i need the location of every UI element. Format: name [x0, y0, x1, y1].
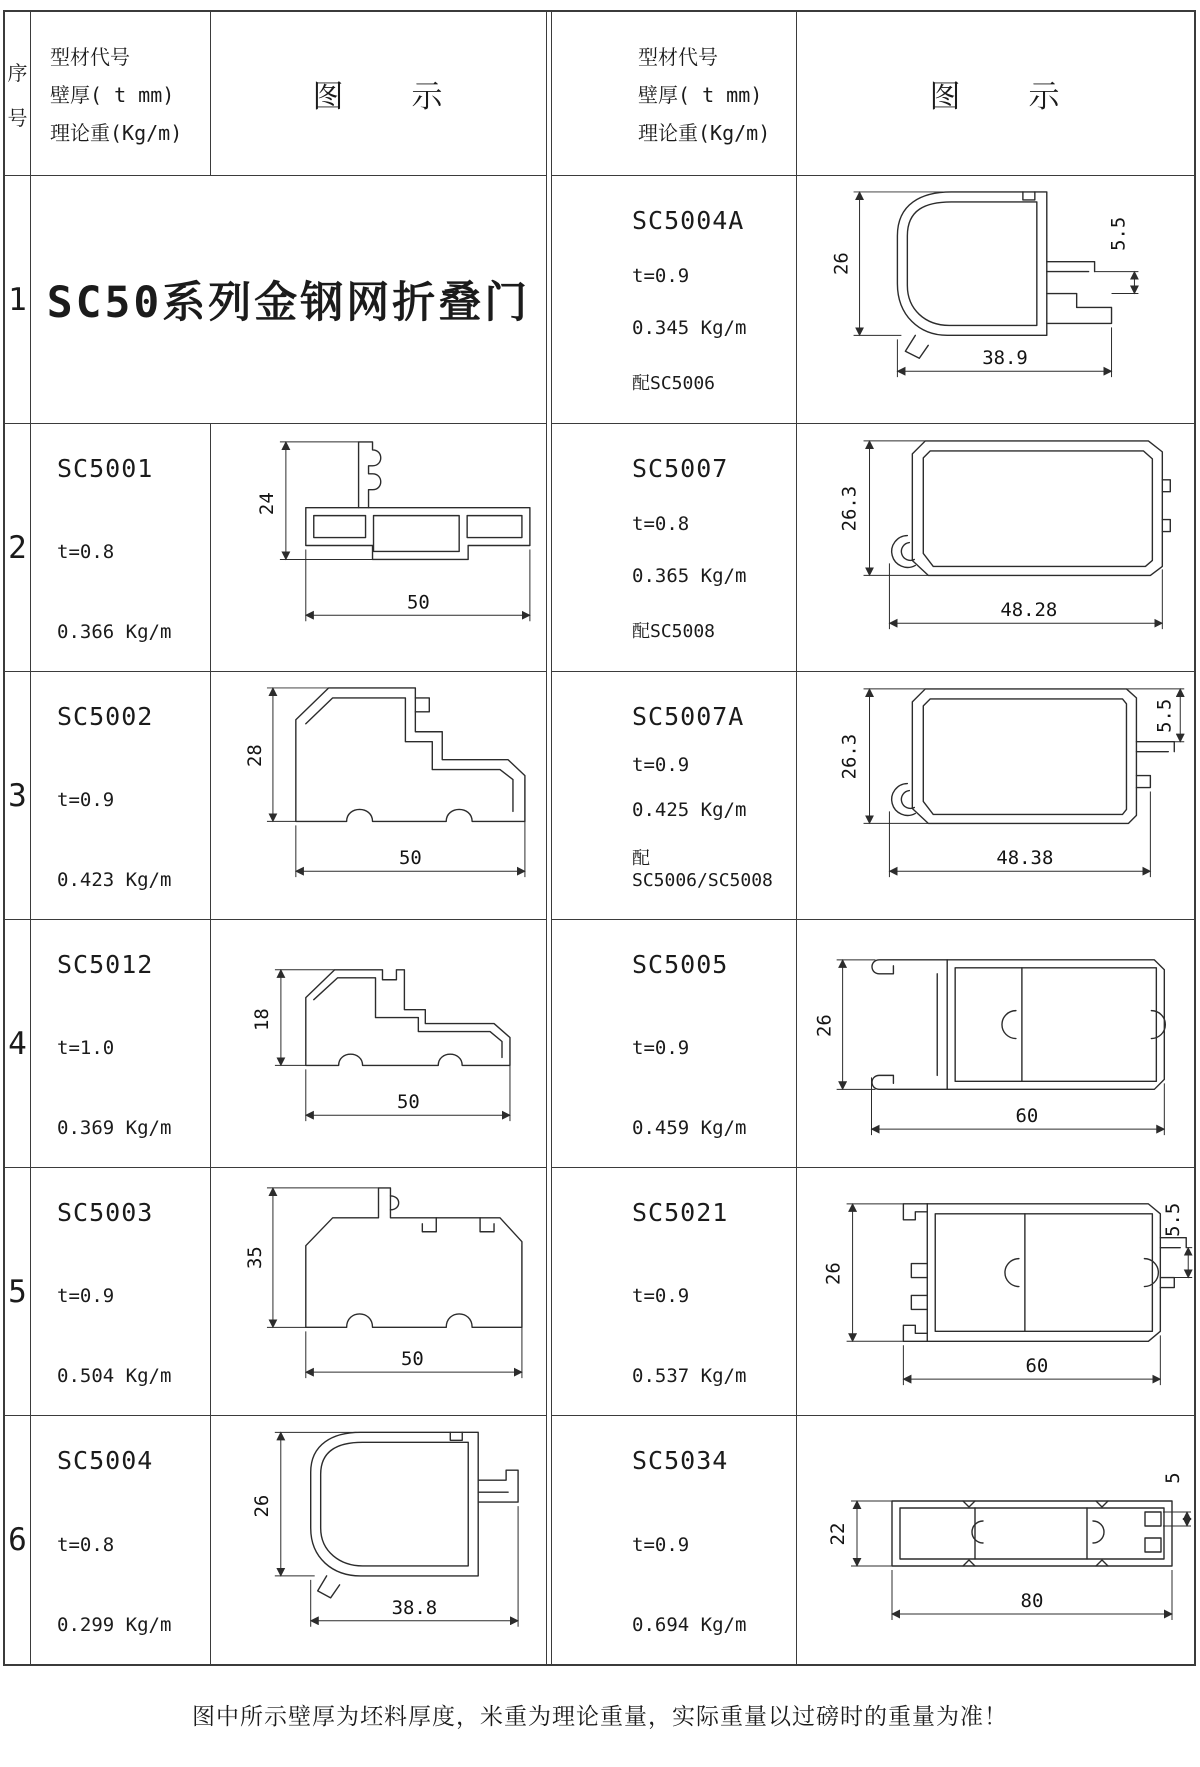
dim-side: 5.5	[1153, 698, 1176, 733]
unit-weight: 0.504 Kg/m	[57, 1365, 172, 1387]
profile-code: SC5021	[632, 1198, 729, 1227]
unit-weight: 0.425 Kg/m	[632, 799, 747, 821]
cross-section-sc5004a	[797, 176, 1194, 423]
wall-thickness: t=0.8	[632, 513, 690, 535]
unit-weight: 0.299 Kg/m	[57, 1614, 172, 1636]
dim-height: 28	[243, 744, 266, 768]
row1-seq: 1	[5, 176, 31, 424]
unit-weight: 0.366 Kg/m	[57, 621, 172, 643]
unit-weight: 0.365 Kg/m	[632, 565, 747, 587]
cross-section-sc5034	[797, 1416, 1194, 1664]
cross-section-sc5007	[797, 424, 1194, 671]
cross-section-sc5012	[211, 920, 546, 1167]
header-diagram-label: 图 示	[312, 79, 445, 115]
diagram-sc5004	[211, 1416, 547, 1664]
profile-code: SC5007	[632, 454, 729, 483]
spec-sc5021	[552, 1168, 797, 1416]
diagram-sc5005	[797, 920, 1194, 1168]
header-spec-line2: 壁厚( t mm)	[638, 83, 763, 107]
wall-thickness: t=0.9	[57, 789, 115, 811]
dim-width: 50	[400, 1348, 424, 1371]
header-spec-line1: 型材代号	[50, 45, 130, 69]
dim-width: 38.8	[391, 1596, 438, 1619]
unit-weight: 0.459 Kg/m	[632, 1117, 747, 1139]
dim-height: 26	[830, 252, 853, 276]
profile-code: SC5005	[632, 950, 729, 979]
dim-width: 50	[398, 847, 422, 870]
dim-width: 38.9	[982, 347, 1028, 370]
dim-height: 26.3	[838, 733, 861, 780]
spec-sc5004a	[552, 176, 797, 424]
matching-profile: 配SC5008	[632, 621, 716, 642]
row2-seq: 2	[5, 424, 31, 672]
row6-seq: 6	[5, 1416, 31, 1664]
profile-code: SC5034	[632, 1446, 729, 1475]
dim-height: 26	[813, 1014, 836, 1037]
wall-thickness: t=0.9	[632, 265, 690, 287]
header-spec-line1: 型材代号	[638, 45, 718, 69]
wall-thickness: t=0.9	[632, 1037, 690, 1059]
dim-width: 50	[406, 591, 430, 614]
wall-thickness: t=0.9	[57, 1285, 115, 1307]
series-title: SC50系列金钢网折叠门	[31, 176, 547, 424]
header-spec-line2: 壁厚( t mm)	[50, 83, 175, 107]
diagram-sc5021	[797, 1168, 1194, 1416]
cross-section-sc5002	[211, 672, 546, 919]
spec-sc5001	[31, 424, 211, 672]
profile-code: SC5007A	[632, 702, 745, 731]
diagram-sc5034	[797, 1416, 1194, 1664]
wall-thickness: t=0.9	[632, 1533, 690, 1556]
unit-weight: 0.537 Kg/m	[632, 1365, 747, 1387]
row4-seq: 4	[5, 920, 31, 1168]
dim-width: 60	[1015, 1105, 1039, 1128]
dim-side: 5.5	[1162, 1202, 1185, 1237]
spec-sc5005	[552, 920, 797, 1168]
spec-sc5004	[31, 1416, 211, 1664]
cross-section-sc5021	[797, 1168, 1194, 1415]
dim-side: 5	[1162, 1472, 1184, 1484]
header-diagram-label: 图 示	[929, 79, 1062, 115]
header-seq-char2: 号	[7, 105, 28, 130]
profile-code: SC5003	[57, 1198, 154, 1227]
dim-height: 26	[250, 1494, 273, 1518]
unit-weight: 0.345 Kg/m	[632, 317, 747, 339]
header-seq-column	[5, 12, 31, 176]
unit-weight: 0.694 Kg/m	[632, 1614, 747, 1636]
spec-sc5007a	[552, 672, 797, 920]
header-spec-left	[31, 12, 211, 176]
wall-thickness: t=0.8	[57, 1533, 115, 1556]
wall-thickness: t=0.9	[632, 1285, 690, 1307]
dim-width: 80	[1020, 1590, 1044, 1612]
cross-section-sc5003	[211, 1168, 546, 1415]
diagram-sc5002	[211, 672, 547, 920]
diagram-sc5007a	[797, 672, 1194, 920]
dim-height: 22	[827, 1522, 849, 1546]
dim-height: 26.3	[838, 485, 861, 532]
dim-height: 24	[255, 492, 278, 516]
dim-width: 60	[1025, 1355, 1049, 1378]
cross-section-sc5007a	[797, 672, 1194, 919]
unit-weight: 0.369 Kg/m	[57, 1117, 172, 1139]
cross-section-sc5001	[211, 424, 546, 671]
diagram-sc5003	[211, 1168, 547, 1416]
profile-code: SC5001	[57, 454, 154, 483]
footer-note: 图中所示壁厚为坯料厚度，米重为理论重量，实际重量以过磅时的重量为准！	[192, 1704, 1008, 1730]
matching-profile: 配SC5006/SC5008	[632, 848, 773, 891]
profile-code: SC5004A	[632, 206, 745, 235]
spec-sc5002	[31, 672, 211, 920]
diagram-sc5001	[211, 424, 547, 672]
dim-width: 48.38	[996, 847, 1054, 870]
header-spec-line3: 理论重(Kg/m)	[638, 121, 771, 145]
spec-sc5034	[552, 1416, 797, 1664]
wall-thickness: t=0.8	[57, 541, 115, 563]
dim-height: 26	[822, 1262, 845, 1285]
unit-weight: 0.423 Kg/m	[57, 869, 172, 891]
dim-height: 18	[250, 1008, 273, 1031]
matching-profile: 配SC5006	[632, 373, 716, 394]
profile-table	[3, 10, 1196, 1666]
row5-seq: 5	[5, 1168, 31, 1416]
cross-section-sc5004	[211, 1416, 546, 1664]
header-spec-right	[552, 12, 797, 176]
header-seq-char1: 序	[7, 60, 28, 85]
wall-thickness: t=0.9	[632, 754, 690, 776]
row3-seq: 3	[5, 672, 31, 920]
spec-sc5012	[31, 920, 211, 1168]
profile-code: SC5002	[57, 702, 154, 731]
cross-section-sc5005	[797, 920, 1194, 1167]
diagram-sc5007	[797, 424, 1194, 672]
dim-side: 5.5	[1107, 216, 1130, 251]
header-spec-line3: 理论重(Kg/m)	[50, 121, 183, 145]
profile-code: SC5012	[57, 950, 154, 979]
spec-sc5007	[552, 424, 797, 672]
header-diagram-right	[797, 12, 1194, 176]
dim-width: 50	[396, 1091, 420, 1114]
spec-sc5003	[31, 1168, 211, 1416]
dim-height: 35	[243, 1246, 266, 1270]
wall-thickness: t=1.0	[57, 1037, 115, 1059]
profile-code: SC5004	[57, 1446, 154, 1475]
diagram-sc5012	[211, 920, 547, 1168]
dim-width: 48.28	[1000, 599, 1058, 622]
header-diagram-left	[211, 12, 547, 176]
diagram-sc5004a	[797, 176, 1194, 424]
